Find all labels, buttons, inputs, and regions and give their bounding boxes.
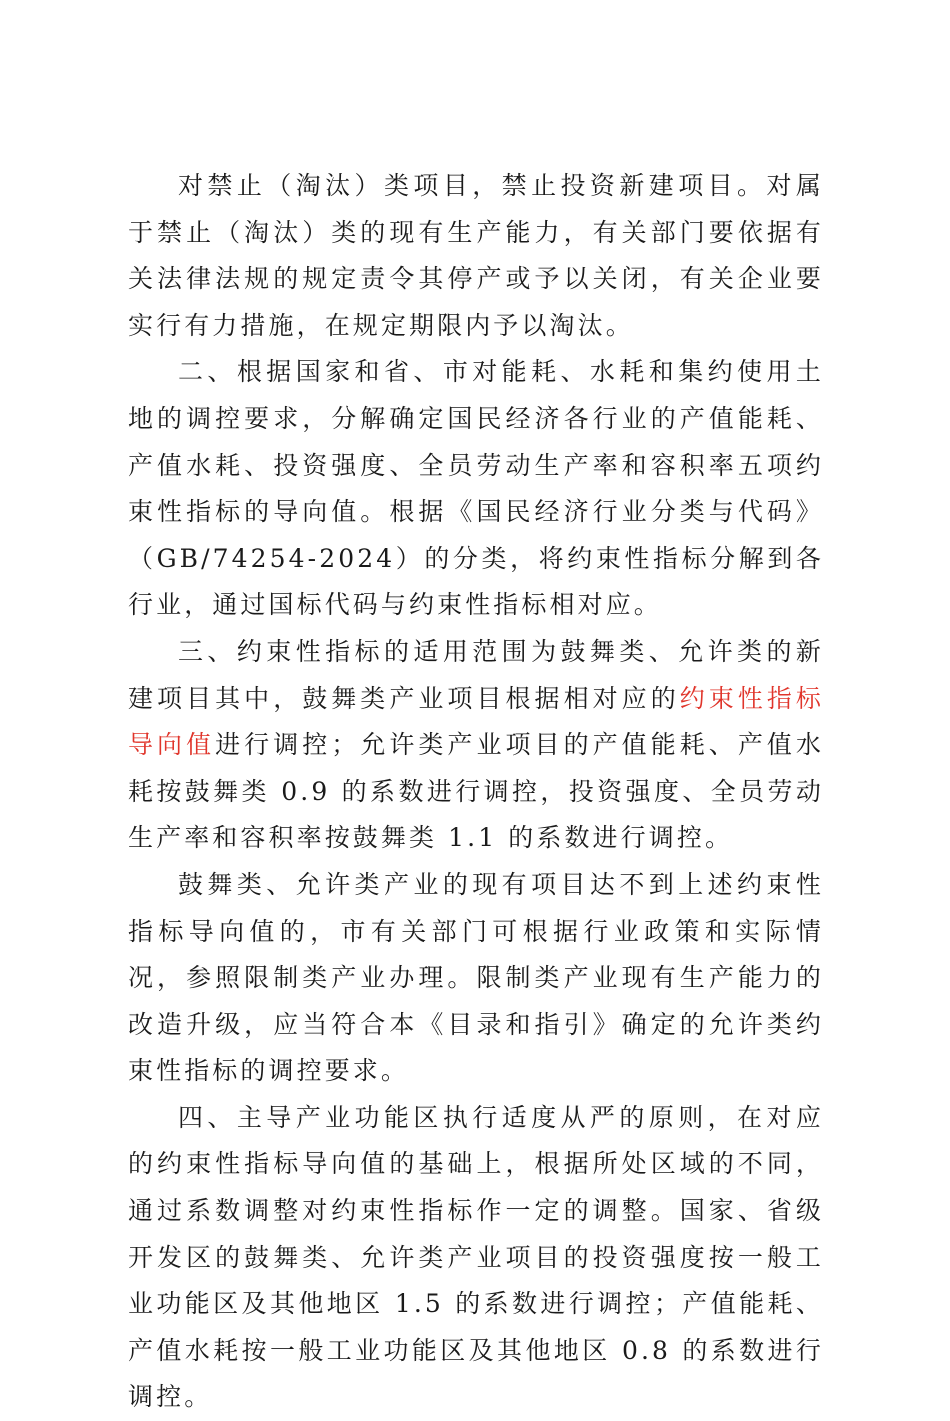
document-body [128,163,824,1421]
paragraph-prohibited-projects: 对禁止（淘汰）类项目，禁止投资新建项目。对属于禁止（淘汰）类的现有生产能力，有关部门要依据有关法律法规的规定责令其停产或予以关闭，有关企业要实行有力措施，在规定期限内予以淘汰。 [128,171,824,340]
paragraph-section-three-before: 三、约束性指标的适用范围为鼓舞类、允许类的新建项目其中，鼓舞类产业项目根据相对应的 [128,636,824,713]
paragraph-section-three-after: 进行调控；允许类产业项目的产值能耗、产值水耗按鼓舞类 0.9 的系数进行调控，投资强度、全员劳动生产率和容积率按鼓舞类 1.1 的系数进行调控。 [128,730,824,853]
paragraph-section-four: 四、主导产业功能区执行适度从严的原则，在对应的约束性指标导向值的基础上，根据所处区域的不同，通过系数调整对约束性指标作一定的调整。国家、省级开发区的鼓舞类、允许类产业项目的投资强度按一般工业功能区及其他地区 1.5 的系数进行调控；产值能耗、产值水耗按一般工业功能区及其他地区 0.8 的系数进行调控。 [128,1102,824,1412]
paragraph-section-two: 二、根据国家和省、市对能耗、水耗和集约使用土地的调控要求，分解确定国民经济各行业的产值能耗、产值水耗、投资强度、全员劳动生产率和容积率五项约束性指标的导向值。根据《国民经济行业分类与代码》（GB/74254-2024）的分类，将约束性指标分解到各行业，通过国标代码与约束性指标相对应。 [128,357,824,620]
paragraph-existing-projects: 鼓舞类、允许类产业的现有项目达不到上述约束性指标导向值的，市有关部门可根据行业政策和实际情况，参照限制类产业办理。限制类产业现有生产能力的改造升级，应当符合本《目录和指引》确定的允许类约束性指标的调控要求。 [128,869,824,1086]
paragraph-section-three [128,629,824,862]
highlighted-term: 约束性指标导向值 [128,683,824,760]
